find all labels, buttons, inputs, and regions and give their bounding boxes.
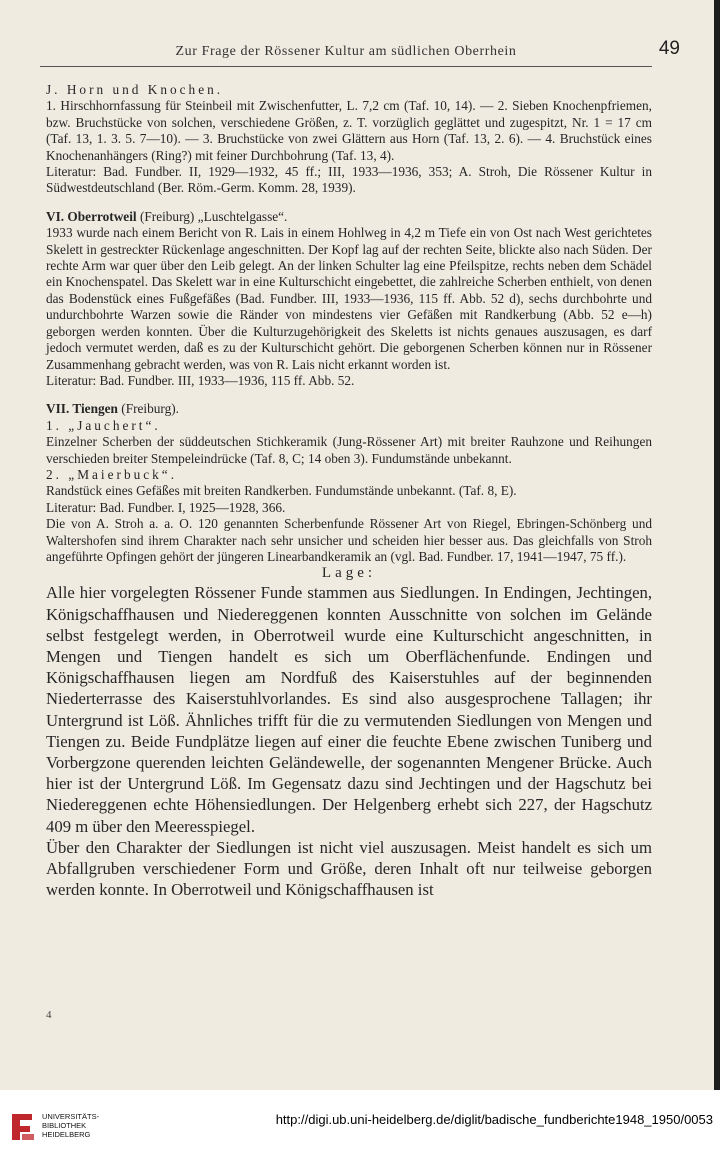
paragraph: Die von A. Stroh a. a. O. 120 genannten Scherbenfunde Rössener Art von Riegel, Ebringen-Schönberg und Waltershofen sind ihrem Charakter nach sehr unsicher und scheiden hier besser aus. Das gleichfalls von Stroh angeführte Opfingen gehört der jüngeren Linearbandkeramik an (vgl. Bad. Fundber. 17, 1941—1947, 75 ff.). [46,516,652,564]
section-tiengen [46,401,652,565]
literature-note: Literatur: Bad. Fundber. I, 1925—1928, 366. [46,499,286,515]
viewer-footer [0,1090,720,1156]
literature-note: Literatur: Bad. Fundber. II, 1929—1932, 45 ff.; III, 1933—1936, 353; A. Stroh, Die Rössener Kultur in Südwestdeutschland (Ber. Röm.-Germ. Komm. 28, 1939). [46,164,652,196]
section-heading-lage: Lage: [321,565,377,582]
subsection-label: 1. „Jauchert“. [46,417,161,433]
running-title: Zur Frage der Rössener Kultur am südlichen Oberrhein [175,44,517,59]
paragraph: Über den Charakter der Siedlungen ist nicht viel auszusagen. Meist handelt es sich um Abfallgruben verschiedener Form und Größe, deren Inhalt oft nur teilweise geborgen werden konnte. In Oberrotweil und Königschaffhausen ist [46,837,652,900]
running-head [40,38,680,67]
paragraph: 1. Hirschhornfassung für Steinbeil mit Zwischenfutter, L. 7,2 cm (Taf. 10, 14). — 2. Sieben Knochenpfriemen, bzw. Bruchstücke von solchen, verschiedene Größen, z. T. vorzüglich geglättet und zugespitzt, Nr. 1 = 17 cm (Taf. 13, 1. 3. 5. 7—10). — 3. Bruchstücke von zwei Glättern aus Horn (Taf. 13, 2. 6). — 4. Bruchstück eines Knochenanhängers (Ring?) mit feiner Durchbohrung (Taf. 13, 4). [46,98,652,163]
paragraph: 1933 wurde nach einem Bericht von R. Lais in einem Hohlweg in 4,2 m Tiefe ein von Ost nach West gerichtetes Skelett in gestreckter Rückenlage angeschnitten. Der Kopf lag auf der rechten Seite, blickte also nach Süden. Der rechte Arm war quer über den Leib gelegt. An der linken Schulter lag eine Pfeilspitze, rechts neben dem Schädel ein Knochenspatel. Das Skelett war in eine Kulturschicht eingebettet, die zahlreiche Scherben enthielt, von denen das Bodenstück eines Fußgefäßes (Bad. Fundber. III, 1933—1936, 115 ff. Abb. 52 d), sechs durchbohrte und undurchbohrte Warzen sowie die Ränder von mindestens vier Gefäßen mit Randkerbung (Abb. 52 e—h) geborgen werden konnten. Über die Kulturzugehörigkeit des Skeletts ist nichts genaues auszusagen, es darf jedoch vermutet werden, daß es zu der Kulturschicht gehört. Die geborgenen Scherben können nur in Rössener Zusammenhang gebracht werden, was von R. Lais nicht erkannt worden ist. [46,225,652,372]
paragraph: Randstück eines Gefäßes mit breiten Randkerben. Fundumstände unbekannt. (Taf. 8, E). [46,483,517,499]
paragraph: Alle hier vorgelegten Rössener Funde stammen aus Siedlungen. In Endingen, Jechtingen, Königschaffhausen und Niedereggenen konnten Ausschnitte von solchen im Gelände selbst festgelegt werden, in Oberrotweil wurde eine Kulturschicht angeschnitten, in Mengen und Tiengen handelt es sich um Oberflächenfunde. Endingen und Königschaffhausen liegen am Nordfuß des Kaiserstuhles auf der beginnenden Niederterrasse des Kaiserstuhlvorlandes. Es sind also ausgesprochene Tallagen; ihr Untergrund ist Löß. Ähnliches trifft für die zu vermutenden Siedlungen von Mengen und Tiengen zu. Beide Fundplätze liegen auf einer die feuchte Ebene zwischen Tuniberg und Vorbergzone querenden leichten Geländewelle, der sogenannten Mengener Brücke. Auch hier ist der Untergrund Löß. Im Gegensatz dazu sind Jechtingen und der Hagschutz bei Niedereggenen echte Höhensiedlungen. Der Helgenberg erhebt sich 227, der Hagschutz 409 m über den Meeresspiegel. [46,583,652,836]
library-name: UNIVERSITÄTS- BIBLIOTHEK HEIDELBERG [42,1112,100,1139]
page-number: 49 [658,38,680,59]
heading-bold: VII. Tiengen [46,401,118,417]
page-edge [714,0,720,1090]
section-heading: J. Horn und Knochen. [46,82,224,97]
heading-rest: (Freiburg) „Luschtelgasse“. [139,208,288,224]
heading-bold: VI. Oberrotweil [46,208,137,224]
section-oberrotweil [46,209,652,389]
section-heading [46,401,652,417]
heading-rest: (Freiburg). [121,401,179,417]
subsection-label: 2. „Maierbuck“. [46,466,178,482]
section-heading [46,209,652,225]
literature-note: Literatur: Bad. Fundber. III, 1933—1936, 115 ff. Abb. 52. [46,372,355,388]
source-url[interactable]: http://digi.ub.uni-heidelberg.de/diglit/badische_fundberichte1948_1950/0053 [275,1112,713,1127]
section-lage [46,582,652,900]
signature-mark: 4 [46,1009,52,1021]
section-horn-knochen [46,82,652,197]
paragraph: Einzelner Scherben der süddeutschen Stichkeramik (Jung-Rössener Art) mit breiter Rauhzone und Reihungen verschieden breiter Stempeleindrücke (Taf. 8, C; 14 oben 3). Fundumstände unbekannt. [46,434,652,466]
library-logo-icon [8,1108,38,1144]
page-content [46,82,652,900]
